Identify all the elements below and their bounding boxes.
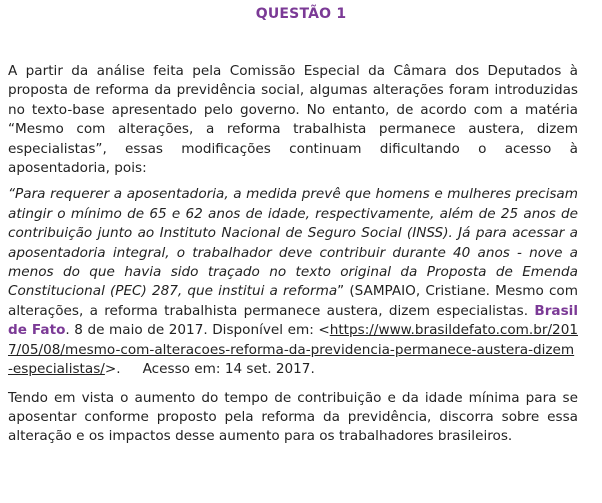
url-close: >. [104,361,121,378]
access-date: Acesso em: 14 set. 2017. [142,361,315,378]
question-page [0,5,602,503]
intro-paragraph: A partir da análise feita pela Comissão Especial da Câmara dos Deputados à proposta de reforma da previdência social, algumas alterações foram introduzidas no texto-base apresentado pelo governo. No entanto, de acordo com a matéria “Mesmo com alterações, a reforma trabalhista permanece austera, dizem especialistas”, essas modificações continuam dificultando o acesso à aposentadoria, pois: [8,63,578,177]
source-title: Brasil de Fato [8,302,578,339]
quote-text: “Para requerer a aposentadoria, a medida prevê que homens e mulheres precisam atingir o mínimo de 65 e 62 anos de idade, respectivamente, além de 25 anos de contribuição junto ao Instituto Nacional de Seguro Social (INSS). Já para acessar a aposentadoria integral, o trabalhador deve contribuir durante 40 anos - nove a menos do que havia sido traçado no texto original da Proposta de Emenda Constitucional (PEC) 287, que institui a reforma [8,186,578,300]
question-title: QUESTÃO 1 [255,6,347,22]
quote-paragraph [8,185,578,379]
quote-closing-mark: ” [337,283,345,300]
source-link[interactable]: https://www.brasildefato.com.br/2017/05/08/mesmo-com-alteracoes-reforma-da-previdencia-permanece-austera-dizem-especialistas/ [8,322,578,378]
closing-paragraph: Tendo em vista o aumento do tempo de contribuição e da idade mínima para se aposentar conforme proposto pela reforma da previdência, discorra sobre essa alteração e os impactos desse aumento para os trabalhadores brasileiros. [8,389,578,445]
citation-middle: . 8 de maio de 2017. Disponível em: < [65,322,330,339]
citation-prefix: (SAMPAIO, Cristiane. Mesmo com alterações, a reforma trabalhista permanece austera, dizem especialistas. [8,283,578,319]
